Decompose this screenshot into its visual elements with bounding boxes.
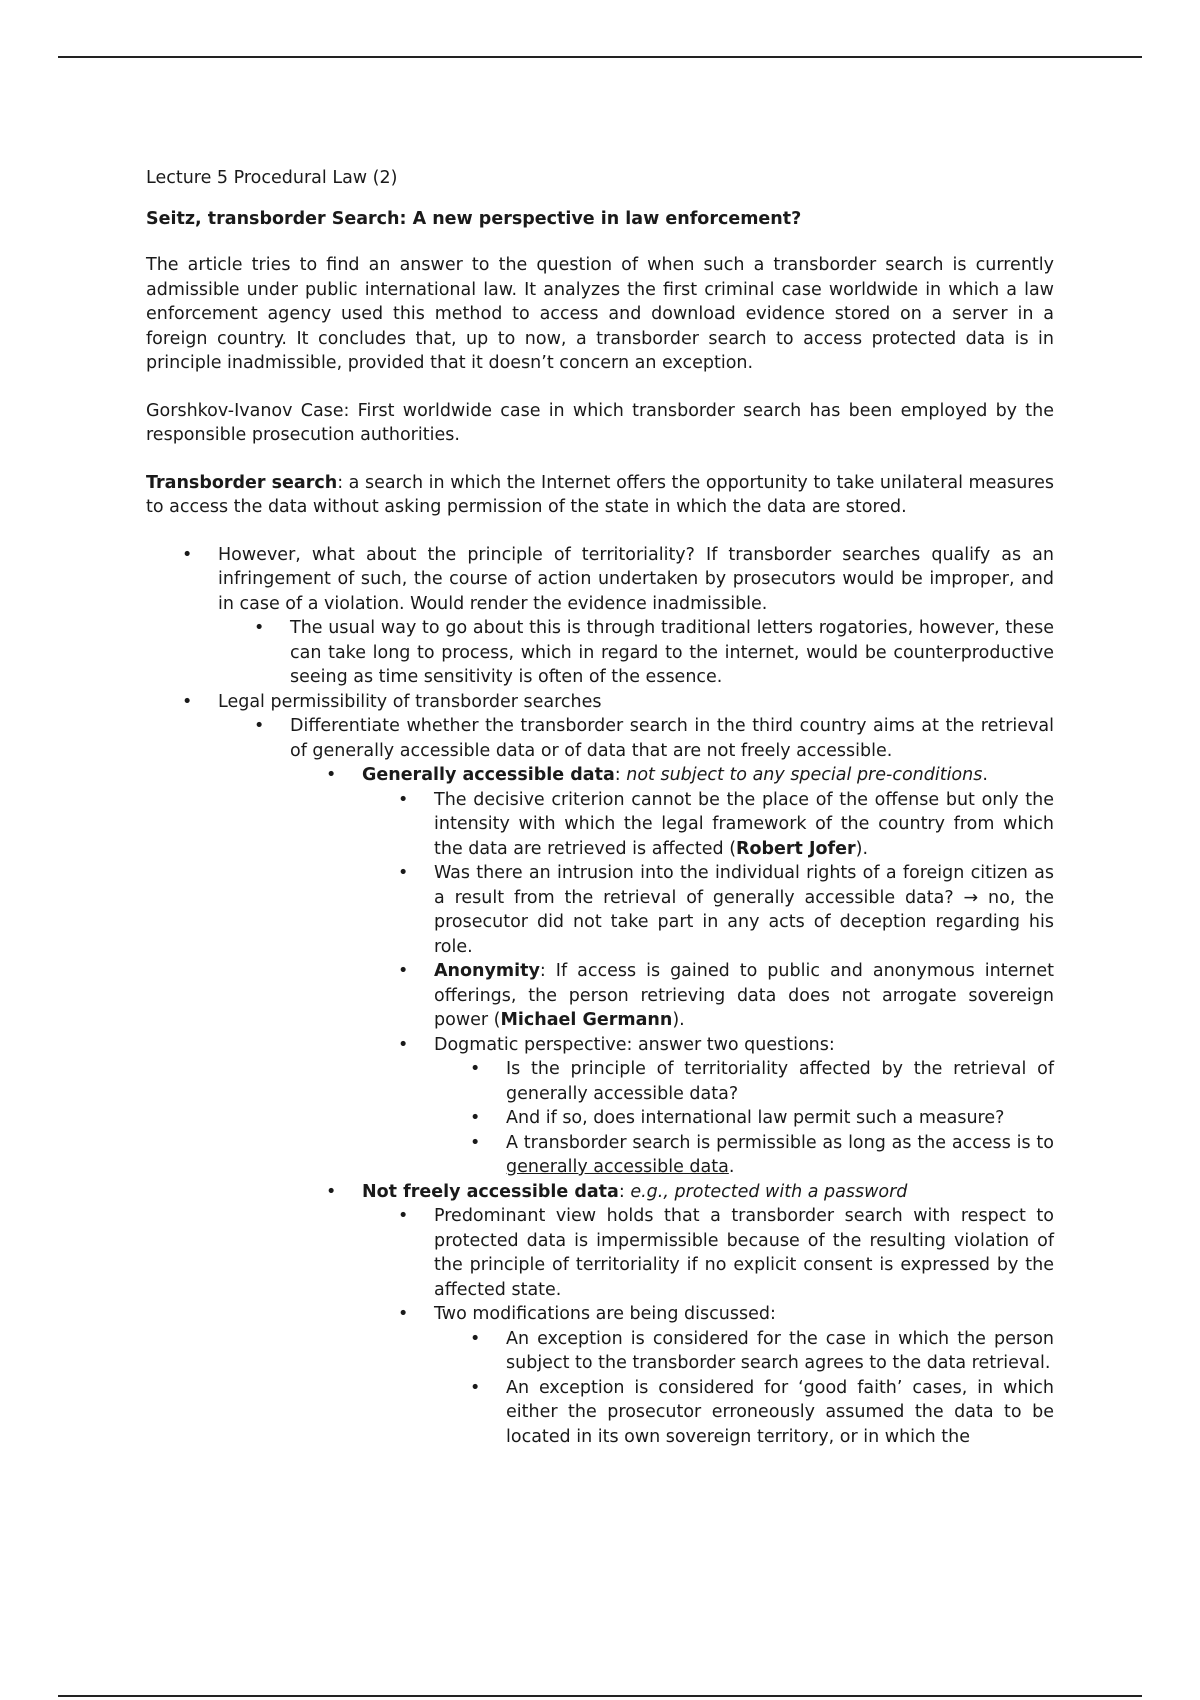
list-item bbox=[362, 861, 1054, 959]
list-item bbox=[362, 1204, 1054, 1302]
top-rule bbox=[58, 56, 1142, 58]
modifications-text: Two modifications are being discussed: bbox=[434, 1304, 776, 1324]
notfree-sep: : bbox=[618, 1181, 631, 1202]
list-item bbox=[434, 1376, 1054, 1450]
list-item bbox=[146, 543, 1054, 690]
list-item bbox=[434, 1106, 1054, 1131]
general-term: Generally accessible data bbox=[362, 765, 615, 785]
definition-term: Transborder search bbox=[146, 472, 338, 493]
anon-a: : If access is gained to public and anonymous internet offerings, the person retrieving data does not arrogate sovereign power ( bbox=[434, 961, 1054, 1030]
general-end: . bbox=[982, 765, 988, 785]
notfree-desc: e.g., protected with a password bbox=[630, 1181, 908, 1202]
q3-underlined: generally accessible data bbox=[506, 1157, 729, 1177]
bottom-rule bbox=[58, 1695, 1142, 1697]
criterion-a: The decisive criterion cannot be the place of the offense but only the intensity with which the legal framework of the country from which the data are retrieved is affected ( bbox=[434, 789, 1054, 859]
list-item bbox=[218, 714, 1054, 1449]
list-item bbox=[362, 788, 1054, 862]
list-item bbox=[290, 763, 1054, 1180]
letters-text: The usual way to go about this is through traditional letters rogatories, however, these can take long to process, which in regard to the internet, would be counterproductive seeing as time sensitivity is often of the essence. bbox=[290, 618, 1054, 687]
legal-text: Legal permissibility of transborder searches bbox=[218, 691, 602, 712]
dogmatic-text: Dogmatic perspective: answer two questions: bbox=[434, 1034, 835, 1055]
list-item bbox=[434, 1057, 1054, 1106]
list-item bbox=[290, 1180, 1054, 1450]
exception1-text: An exception is considered for the case in which the person subject to the transborder search agrees to the data retrieval. bbox=[506, 1328, 1054, 1373]
list-item bbox=[362, 959, 1054, 1033]
anon-b: ). bbox=[672, 1010, 685, 1030]
list-item bbox=[362, 1033, 1054, 1180]
list-item bbox=[434, 1131, 1054, 1180]
territoriality-text: However, what about the principle of territoriality? If transborder searches qualify as an infringement of such, the course of action undertaken by prosecutors would be improper, and in case of a violation. Would render the evidence inadmissible. bbox=[218, 544, 1054, 614]
criterion-name: Robert Jofer bbox=[736, 838, 856, 859]
definition-text: : a search in which the Internet offers the opportunity to take unilateral measures to access the data without asking permission of the state in which the data are stored. bbox=[146, 472, 1054, 517]
abstract-paragraph: The article tries to find an answer to the question of when such a transborder search is currently admissible under public international law. It analyzes the first criminal case worldwide in which a law enforcement agency used this method to access and download evidence stored on a server in a foreign country. It concludes that, up to now, a transborder search to access protected data is in principle inadmissible, provided that it doesn’t concern an exception. bbox=[146, 255, 1054, 373]
anon-name: Michael Germann bbox=[500, 1010, 673, 1030]
criterion-b: ). bbox=[855, 838, 869, 859]
general-sep: : bbox=[614, 765, 627, 785]
general-desc: not subject to any special pre-conditions bbox=[626, 765, 983, 785]
q1-text: Is the principle of territoriality affected by the retrieval of generally accessible data? bbox=[506, 1059, 1054, 1104]
exception2-text: An exception is considered for ‘good faith’ cases, in which either the prosecutor erroneously assumed the data to be located in its own sovereign territory, or in which the bbox=[506, 1377, 1054, 1447]
document-page bbox=[146, 166, 1054, 1449]
q3-a: A transborder search is permissible as long as the access is to bbox=[506, 1132, 1054, 1153]
list-item bbox=[146, 690, 1054, 1450]
definition-paragraph bbox=[146, 471, 1054, 520]
list-item bbox=[218, 616, 1054, 690]
bullet-list bbox=[146, 543, 1054, 1450]
case-paragraph: Gorshkov-Ivanov Case: First worldwide case in which transborder search has been employed by the responsible prosecution authorities. bbox=[146, 400, 1054, 445]
lecture-title: Lecture 5 Procedural Law (2) bbox=[146, 168, 398, 188]
list-item bbox=[362, 1302, 1054, 1449]
differentiate-text: Differentiate whether the transborder search in the third country aims at the retrieval of generally accessible data or of data that are not freely accessible. bbox=[290, 716, 1054, 761]
intrusion-text: Was there an intrusion into the individual rights of a foreign citizen as a result from the retrieval of generally accessible data? → no, the prosecutor did not take part in any acts of deception regarding his role. bbox=[434, 863, 1054, 957]
q2-text: And if so, does international law permit such a measure? bbox=[506, 1108, 1005, 1128]
article-heading: Seitz, transborder Search: A new perspective in law enforcement? bbox=[146, 208, 802, 229]
list-item bbox=[434, 1327, 1054, 1376]
anon-term: Anonymity bbox=[434, 961, 540, 981]
q3-b: . bbox=[728, 1157, 735, 1177]
notfree-term: Not freely accessible data bbox=[362, 1181, 619, 1202]
predominant-text: Predominant view holds that a transborder search with respect to protected data is impermissible because of the resulting violation of the principle of territoriality if no explicit consent is expressed by the affected state. bbox=[434, 1206, 1054, 1300]
